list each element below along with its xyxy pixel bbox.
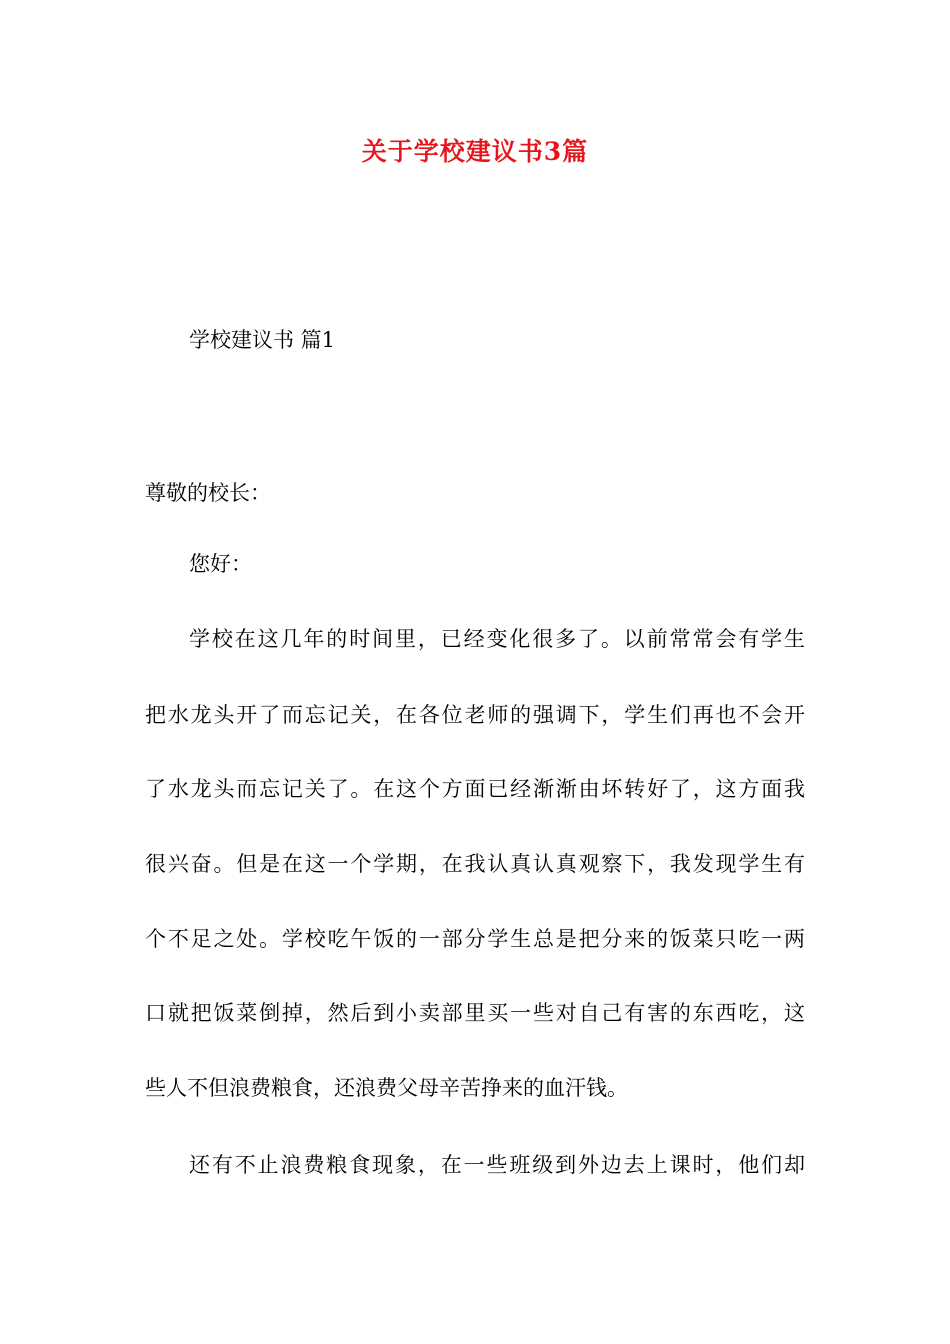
body-line-5: 个不足之处。学校吃午饭的一部分学生总是把分来的饭菜只吃一两 — [145, 927, 805, 951]
body-line-6: 口就把饭菜倒掉，然后到小卖部里买一些对自己有害的东西吃，这 — [145, 1001, 805, 1025]
body-line-4: 很兴奋。但是在这一个学期，在我认真认真观察下，我发现学生有 — [145, 852, 805, 876]
section-heading: 学校建议书 篇1 — [189, 328, 336, 352]
greeting: 您好： — [189, 552, 252, 576]
body-line-1: 学校在这几年的时间里，已经变化很多了。以前常常会有学生 — [189, 627, 805, 651]
body-line-7: 些人不但浪费粮食，还浪费父母辛苦挣来的血汗钱。 — [145, 1076, 628, 1100]
document-title: 关于学校建议书3篇 — [361, 137, 589, 166]
salutation: 尊敬的校长： — [145, 481, 271, 505]
body-line-8: 还有不止浪费粮食现象，在一些班级到外边去上课时，他们却 — [189, 1153, 805, 1177]
body-line-3: 了水龙头而忘记关了。在这个方面已经渐渐由坏转好了，这方面我 — [145, 777, 805, 801]
body-line-2: 把水龙头开了而忘记关，在各位老师的强调下，学生们再也不会开 — [145, 703, 805, 727]
